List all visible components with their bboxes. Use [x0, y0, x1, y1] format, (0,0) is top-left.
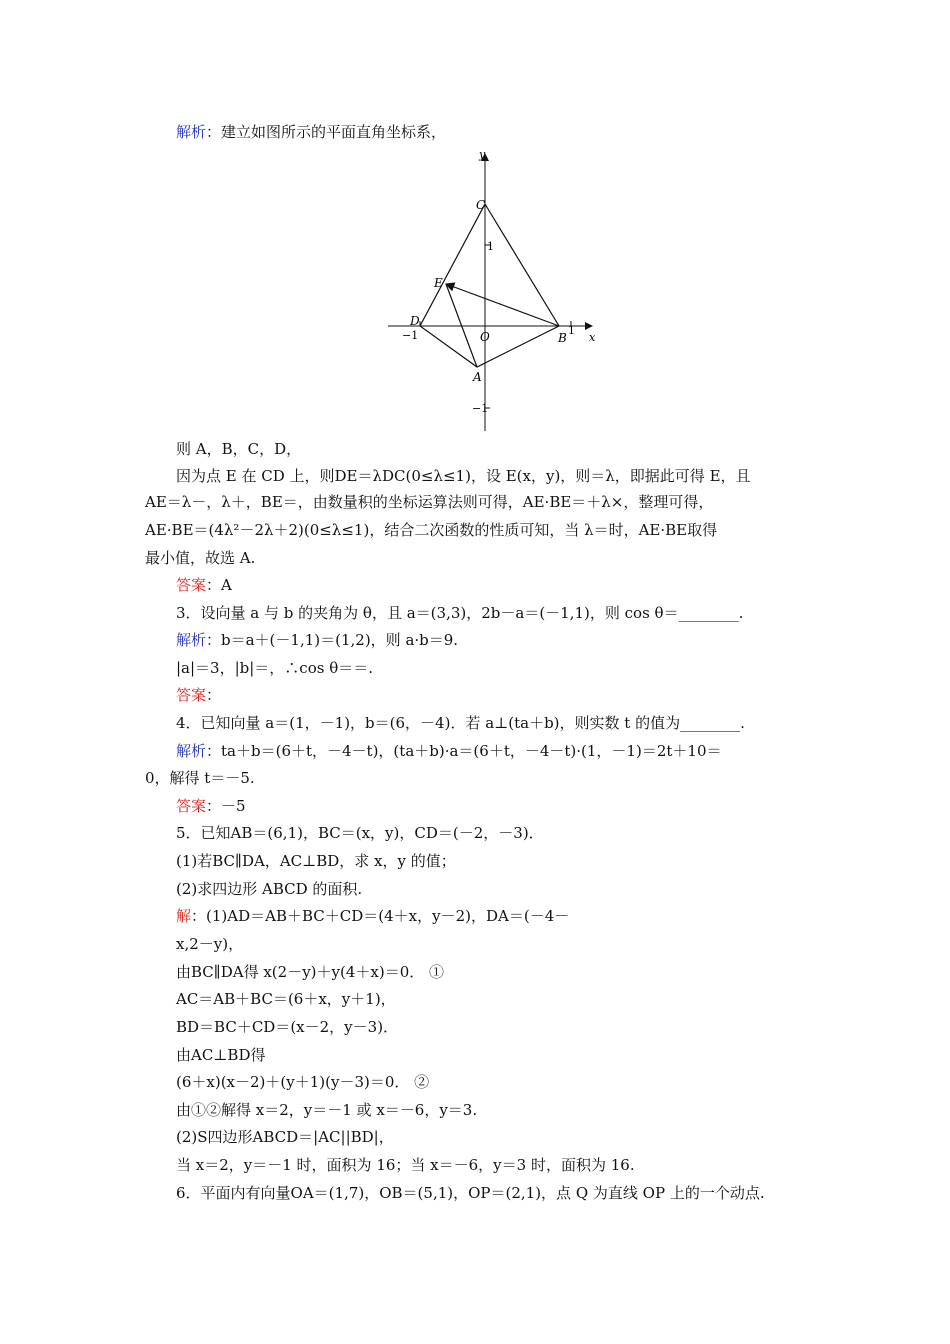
answer-label: 答案 [176, 686, 207, 704]
solution-line [176, 906, 569, 926]
solution-line [176, 630, 458, 650]
solution-text: ：b＝a＋(－1,1)＝(1,2)，则 a·b＝9. [206, 631, 459, 649]
solution-line [176, 741, 722, 761]
text-line: AC＝AB＋BC＝(6＋x，y＋1)， [176, 990, 396, 1008]
question-6: 6．平面内有向量OA＝(1,7)，OB＝(5,1)，OP＝(2,1)，点 Q 为直线 OP 上的一个动点. [176, 1184, 765, 1202]
question-4: 4．已知向量 a＝(1，－1)，b＝(6，－4)．若 a⊥(ta＋b)，则实数 t 的值为________. [176, 714, 745, 732]
coordinate-figure [380, 146, 600, 440]
solution-text: ：(1)AD＝AB＋BC＋CD＝(4＋x，y－2)，DA＝(－4－ [191, 907, 570, 925]
tick-label-y-pos1: 1 [487, 240, 494, 253]
axis-label-y: y [479, 148, 486, 161]
answer-line [176, 575, 232, 595]
text-line: BD＝BC＋CD＝(x－2，y－3)． [176, 1018, 399, 1036]
answer-line [176, 796, 246, 816]
text-line: 0，解得 t＝－5. [145, 769, 255, 787]
coordinate-diagram [380, 146, 600, 436]
tick-label-x-pos1: 1 [568, 324, 575, 337]
text-line: 当 x＝2，y＝－1 时，面积为 16；当 x＝－6，y＝3 时，面积为 16. [176, 1156, 635, 1174]
vector-BE [446, 284, 559, 326]
solution-label: 解析 [176, 631, 207, 649]
text-line: x,2－y)， [176, 935, 244, 953]
text-line: AE·BE＝(4λ²－2λ＋2)(0≤λ≤1)，结合二次函数的性质可知，当 λ＝时，AE·BE取得 [145, 521, 718, 539]
tick-label-y-neg1: −1 [472, 402, 489, 415]
solution-text: ：建立如图所示的平面直角坐标系， [206, 123, 447, 141]
solution-label: 解析 [176, 123, 207, 141]
question-3: 3．设向量 a 与 b 的夹角为 θ，且 a＝(3,3)，2b－a＝(－1,1)，则 cos θ＝________. [176, 604, 744, 622]
point-label-D: D [410, 314, 420, 328]
solution-label: 解析 [176, 742, 207, 760]
question-5: 5．已知AB＝(6,1)，BC＝(x，y)，CD＝(－2，－3)． [176, 824, 544, 842]
answer-text: ： [206, 686, 222, 704]
point-label-A: A [473, 370, 482, 384]
axis-label-x: x [589, 331, 596, 344]
text-line: AE＝λ－，λ＋，BE＝，由数量积的坐标运算法则可得，AE·BE＝＋λ×，整理可得， [145, 493, 714, 511]
answer-text: ：－5 [206, 797, 246, 815]
text-line: 由AC⊥BD得 [176, 1046, 266, 1064]
text-line: (2)S四边形ABCD＝|AC||BD|， [176, 1128, 394, 1146]
text-line: 因为点 E 在 CD 上，则DE＝λDC(0≤λ≤1)，设 E(x，y)，则＝λ，即据此可得 E，且 [176, 467, 751, 485]
text-line: |a|＝3，|b|＝，∴cos θ＝＝. [176, 659, 374, 677]
text-line: 由①②解得 x＝2，y＝－1 或 x＝－6，y＝3. [176, 1101, 478, 1119]
solution-intro [176, 122, 446, 142]
text-line: 由BC∥DA得 x(2－y)＋y(4＋x)＝0． ① [176, 963, 445, 981]
answer-line [176, 685, 221, 705]
text-line: 最小值，故选 A. [145, 549, 256, 567]
point-label-C: C [476, 198, 486, 212]
solution-text: ：ta＋b＝(6＋t，－4－t)，(ta＋b)·a＝(6＋t，－4－t)·(1，－1)＝2t＋10＝ [206, 742, 722, 760]
answer-text: ：A [206, 576, 232, 594]
text-line: (1)若BC∥DA，AC⊥BD，求 x，y 的值； [176, 852, 456, 870]
point-label-O: O [480, 330, 490, 344]
point-label-E: E [434, 276, 443, 290]
text-line: (6＋x)(x－2)＋(y＋1)(y－3)＝0． ② [176, 1073, 430, 1091]
text-line: 则 A，B，C，D， [176, 440, 302, 458]
tick-label-x-neg1: −1 [402, 329, 419, 342]
answer-label: 答案 [176, 797, 207, 815]
point-label-B: B [558, 331, 567, 345]
solution-label-jie: 解 [176, 907, 192, 925]
answer-label: 答案 [176, 576, 207, 594]
text-line: (2)求四边形 ABCD 的面积. [176, 880, 363, 898]
